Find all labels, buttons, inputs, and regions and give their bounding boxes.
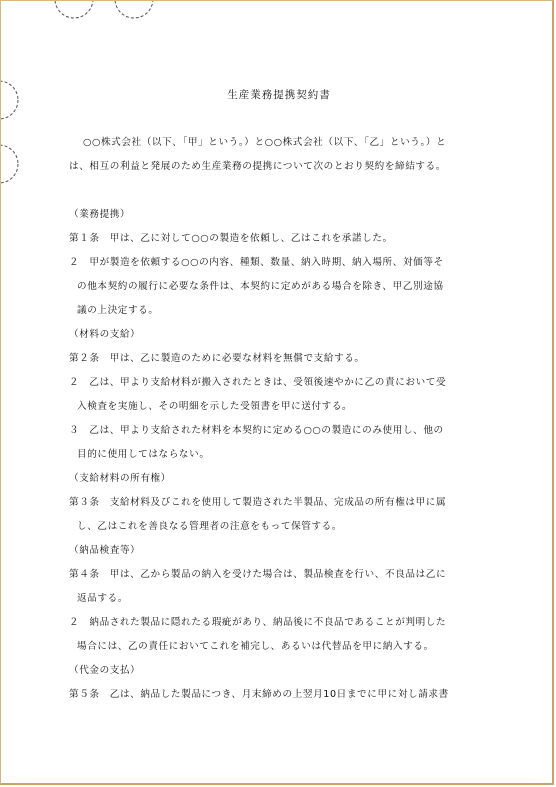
section-heading: （代金の支払） <box>69 665 141 676</box>
clause-line: 返品する。 <box>77 593 128 604</box>
preamble-line: ○○株式会社（以下、「甲」という。）と○○株式会社（以下、「乙」という。）と <box>83 137 447 148</box>
clause-line: 第３条 支給材料及びこれを使用して製造された半製品、完成品の所有権は甲に属 <box>69 497 447 508</box>
clause-line: 第４条 甲は、乙から製品の納入を受けた場合は、製品検査を行い、不良品は乙に <box>69 569 447 580</box>
preamble-line: は、相互の利益と発展のため生産業務の提携について次のとおり契約を締結する。 <box>69 161 446 172</box>
document-body <box>69 131 489 707</box>
clause-line: ２ 納品された製品に隠れたる瑕疵があり、納品後に不良品であることが判明した <box>69 617 447 628</box>
clause-line: の他本契約の履行に必要な条件は、本契約に定めがある場合を除き、甲乙別途協 <box>77 281 444 292</box>
clause-line: 第１条 甲は、乙に対して○○の製造を依頼し、乙はこれを承諾した。 <box>69 233 393 244</box>
clause-line: 第５条 乙は、納品した製品につき、月末締めの上翌月10日までに甲に対し請求書 <box>69 689 449 700</box>
clause-line: ２ 甲が製造を依頼する○○の内容、種類、数量、納入時期、納入場所、対価等そ <box>69 257 444 268</box>
section-heading: （納品検査等） <box>69 545 141 556</box>
clause-line: 場合には、乙の責任においてこれを補完し、あるいは代替品を甲に納入する。 <box>77 641 434 652</box>
punch-hole-top-left-icon <box>49 0 99 29</box>
clause-line: 第２条 甲は、乙に製造のために必要な材料を無償で支給する。 <box>69 353 365 364</box>
document-title: 生産業務提携契約書 <box>227 89 331 101</box>
clause-line: ２ 乙は、甲より支給材料が搬入されたときは、受領後速やかに乙の責において受 <box>69 377 447 388</box>
section-heading: （材料の支給） <box>69 329 141 340</box>
clause-line: 目的に使用してはならない。 <box>77 449 210 460</box>
section-heading: （支給材料の所有権） <box>69 473 171 484</box>
clause-line: 入検査を実施し、その明細を示した受領書を甲に送付する。 <box>77 401 353 412</box>
punch-hole-left-lower-icon <box>0 139 29 189</box>
section-heading: （業務提携） <box>69 209 131 220</box>
punch-hole-top-right-icon <box>109 0 159 29</box>
clause-line: し、乙はこれを善良なる管理者の注意をもって保管する。 <box>77 521 343 532</box>
clause-line: ３ 乙は、甲より支給された材料を本契約に定める○○の製造にのみ使用し、他の <box>69 425 444 436</box>
clause-line: 議の上決定する。 <box>77 305 159 316</box>
